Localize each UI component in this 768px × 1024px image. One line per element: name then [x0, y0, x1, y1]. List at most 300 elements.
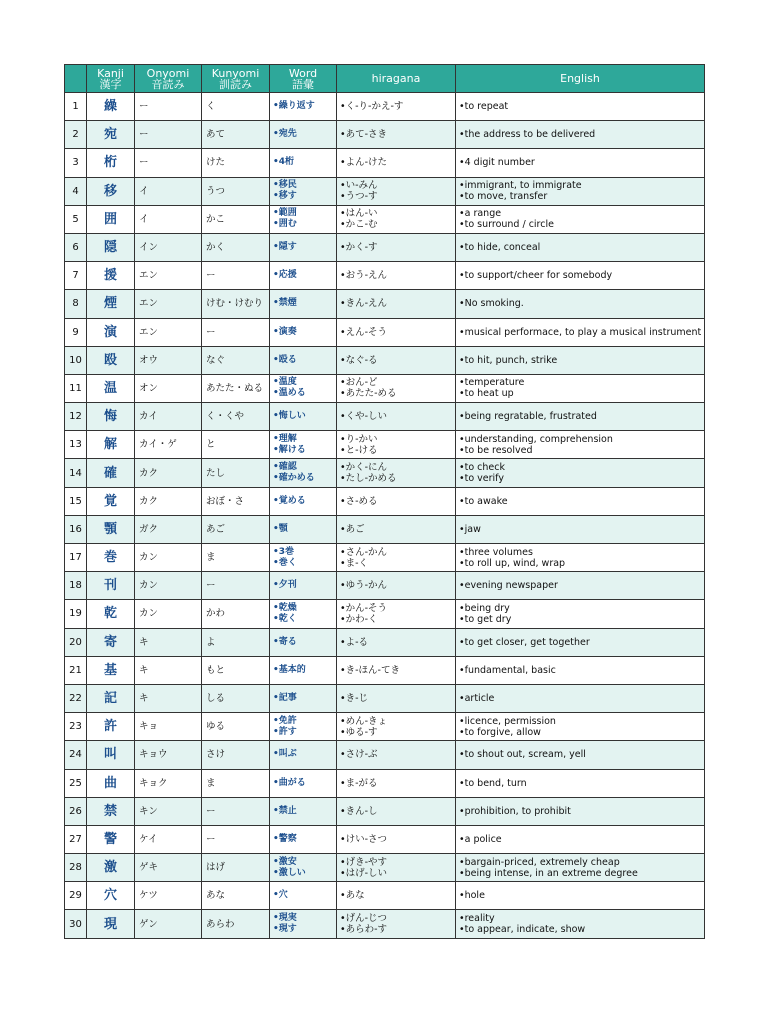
onyomi-cell: ー [135, 121, 202, 149]
english-cell [456, 262, 705, 290]
english-line: •to move, transfer [459, 191, 548, 203]
kanji-cell: 警 [87, 825, 135, 853]
kunyomi-cell: あて [202, 121, 270, 149]
hiragana-line: •かく-にん [340, 462, 388, 474]
hiragana-line: •あて-さき [340, 129, 388, 141]
onyomi-cell: ケツ [135, 882, 202, 910]
header-kunyomi: Kunyomi 訓読み [202, 65, 270, 93]
table-row [65, 797, 705, 825]
kanji-cell: 援 [87, 262, 135, 290]
english-cell [456, 403, 705, 431]
word-cell [270, 741, 337, 769]
hiragana-line: •うつ-す [340, 191, 378, 203]
kanji-cell: 桁 [87, 149, 135, 177]
hiragana-cell [337, 346, 456, 374]
hiragana-cell [337, 515, 456, 543]
english-cell [456, 544, 705, 572]
english-cell [456, 882, 705, 910]
word-cell [270, 515, 337, 543]
english-line: •the address to be delivered [459, 129, 596, 141]
word-line: •曲がる [273, 777, 306, 788]
hiragana-line: •げん-じつ [340, 913, 388, 925]
onyomi-cell: ー [135, 149, 202, 177]
hiragana-line: •けい-さつ [340, 833, 388, 845]
kunyomi-cell: しる [202, 684, 270, 712]
header-number [65, 65, 87, 93]
hiragana-cell [337, 318, 456, 346]
kanji-cell: 基 [87, 656, 135, 684]
hiragana-line: •おん-ど [340, 377, 378, 389]
row-number: 4 [65, 177, 87, 205]
table-body [65, 93, 705, 939]
table-row [65, 825, 705, 853]
row-number: 3 [65, 149, 87, 177]
row-number: 26 [65, 797, 87, 825]
row-number: 14 [65, 459, 87, 487]
word-cell [270, 431, 337, 459]
hiragana-cell [337, 374, 456, 402]
kanji-cell: 繰 [87, 93, 135, 121]
word-line: •寄る [273, 636, 297, 647]
kanji-cell: 隠 [87, 233, 135, 261]
kanji-cell: 乾 [87, 600, 135, 628]
onyomi-cell: キン [135, 797, 202, 825]
table-row [65, 656, 705, 684]
english-cell [456, 121, 705, 149]
onyomi-cell: カン [135, 544, 202, 572]
word-cell [270, 600, 337, 628]
table-row [65, 544, 705, 572]
word-line: •演奏 [273, 326, 297, 337]
onyomi-cell: エン [135, 318, 202, 346]
table-row [65, 93, 705, 121]
kanji-vocabulary-sheet [64, 64, 704, 939]
hiragana-line: •ゆう-かん [340, 580, 388, 592]
english-line: •hole [459, 890, 485, 902]
english-cell [456, 487, 705, 515]
row-number: 30 [65, 910, 87, 938]
kunyomi-cell: もと [202, 656, 270, 684]
english-line: •fundamental, basic [459, 664, 556, 676]
hiragana-line: •き-じ [340, 693, 369, 705]
hiragana-line: •あたた-める [340, 388, 397, 400]
word-line: •隠す [273, 242, 297, 253]
hiragana-line: •きん-し [340, 805, 378, 817]
table-row [65, 684, 705, 712]
kanji-cell: 宛 [87, 121, 135, 149]
english-line: •to hide, conceal [459, 242, 541, 254]
english-line: •licence, permission [459, 715, 556, 727]
english-line: •No smoking. [459, 298, 524, 310]
hiragana-line: •く-り-かえ-す [340, 101, 404, 113]
kunyomi-cell: たし [202, 459, 270, 487]
word-line: •移す [273, 191, 297, 202]
hiragana-cell [337, 882, 456, 910]
row-number: 28 [65, 854, 87, 882]
kanji-cell: 殴 [87, 346, 135, 374]
onyomi-cell: ゲン [135, 910, 202, 938]
hiragana-line: •めん-きょ [340, 715, 388, 727]
english-cell [456, 741, 705, 769]
word-line: •巻く [273, 557, 297, 568]
table-row [65, 459, 705, 487]
english-cell [456, 374, 705, 402]
word-cell [270, 93, 337, 121]
english-line: •being dry [459, 602, 510, 614]
kunyomi-cell: ー [202, 572, 270, 600]
hiragana-cell [337, 741, 456, 769]
word-cell [270, 177, 337, 205]
english-cell [456, 910, 705, 938]
english-line: •to heat up [459, 388, 514, 400]
row-number: 1 [65, 93, 87, 121]
kunyomi-cell: あらわ [202, 910, 270, 938]
english-cell [456, 318, 705, 346]
row-number: 13 [65, 431, 87, 459]
row-number: 9 [65, 318, 87, 346]
hiragana-line: •かこ-む [340, 219, 378, 231]
kunyomi-cell: あご [202, 515, 270, 543]
header-word: Word 語彙 [270, 65, 337, 93]
hiragana-cell [337, 600, 456, 628]
word-line: •現実 [273, 913, 297, 924]
kunyomi-cell: けた [202, 149, 270, 177]
hiragana-cell [337, 656, 456, 684]
word-cell [270, 487, 337, 515]
hiragana-cell [337, 459, 456, 487]
row-number: 12 [65, 403, 87, 431]
hiragana-line: •かわ-く [340, 613, 378, 625]
word-cell [270, 205, 337, 233]
kunyomi-cell: と [202, 431, 270, 459]
english-line: •4 digit number [459, 157, 535, 169]
word-line: •移民 [273, 180, 297, 191]
onyomi-cell: カイ・ゲ [135, 431, 202, 459]
word-line: •夕刊 [273, 580, 297, 591]
word-cell [270, 290, 337, 318]
table-row [65, 177, 705, 205]
english-line: •to forgive, allow [459, 726, 541, 738]
table-row [65, 431, 705, 459]
row-number: 15 [65, 487, 87, 515]
kanji-cell: 激 [87, 854, 135, 882]
kanji-cell: 確 [87, 459, 135, 487]
english-cell [456, 431, 705, 459]
english-line: •to hit, punch, strike [459, 354, 558, 366]
word-cell [270, 825, 337, 853]
word-cell [270, 121, 337, 149]
word-cell [270, 544, 337, 572]
english-line: •musical performace, to play a musical instrument [459, 326, 702, 338]
row-number: 23 [65, 713, 87, 741]
kunyomi-cell: さけ [202, 741, 270, 769]
row-number: 10 [65, 346, 87, 374]
row-number: 29 [65, 882, 87, 910]
word-line: •繰り返す [273, 101, 315, 112]
kunyomi-cell: ま [202, 544, 270, 572]
hiragana-line: •くや-しい [340, 411, 388, 423]
hiragana-cell [337, 290, 456, 318]
kunyomi-cell: ゆる [202, 713, 270, 741]
onyomi-cell: イン [135, 233, 202, 261]
hiragana-line: •と-ける [340, 444, 378, 456]
english-line: •to be resolved [459, 444, 533, 456]
english-line: •three volumes [459, 546, 533, 558]
row-number: 21 [65, 656, 87, 684]
table-row [65, 713, 705, 741]
table-row [65, 854, 705, 882]
kanji-cell: 温 [87, 374, 135, 402]
hiragana-line: •さけ-ぶ [340, 749, 378, 761]
word-line: •理解 [273, 433, 297, 444]
kanji-cell: 刊 [87, 572, 135, 600]
word-line: •叫ぶ [273, 749, 297, 760]
kanji-cell: 解 [87, 431, 135, 459]
hiragana-cell [337, 797, 456, 825]
table-row [65, 572, 705, 600]
row-number: 27 [65, 825, 87, 853]
english-cell [456, 290, 705, 318]
onyomi-cell: カク [135, 487, 202, 515]
word-line: •殴る [273, 354, 297, 365]
english-line: •a police [459, 833, 502, 845]
english-line: •evening newspaper [459, 580, 558, 592]
hiragana-line: •かく-す [340, 242, 378, 254]
table-row [65, 741, 705, 769]
word-cell [270, 149, 337, 177]
word-cell [270, 684, 337, 712]
word-line: •囲む [273, 219, 297, 230]
header-hiragana: hiragana [337, 65, 456, 93]
hiragana-line: •きん-えん [340, 298, 388, 310]
word-line: •禁煙 [273, 298, 297, 309]
onyomi-cell: カク [135, 459, 202, 487]
english-cell [456, 854, 705, 882]
onyomi-cell: キ [135, 684, 202, 712]
word-line: •乾く [273, 613, 297, 624]
hiragana-line: •あな [340, 890, 365, 902]
hiragana-cell [337, 431, 456, 459]
row-number: 17 [65, 544, 87, 572]
english-line: •to shout out, scream, yell [459, 749, 586, 761]
word-cell [270, 797, 337, 825]
hiragana-line: •ゆる-す [340, 726, 378, 738]
hiragana-cell [337, 177, 456, 205]
onyomi-cell: カン [135, 600, 202, 628]
header-kanji: Kanji 漢字 [87, 65, 135, 93]
hiragana-line: •よ-る [340, 636, 369, 648]
english-line: •being intense, in an extreme degree [459, 867, 638, 879]
kunyomi-cell: く・くや [202, 403, 270, 431]
row-number: 20 [65, 628, 87, 656]
word-cell [270, 628, 337, 656]
kanji-cell: 演 [87, 318, 135, 346]
table-row [65, 346, 705, 374]
kanji-cell: 囲 [87, 205, 135, 233]
english-cell [456, 684, 705, 712]
kunyomi-cell: うつ [202, 177, 270, 205]
row-number: 19 [65, 600, 87, 628]
table-row [65, 882, 705, 910]
onyomi-cell: キョウ [135, 741, 202, 769]
english-line: •being regratable, frustrated [459, 411, 597, 423]
english-line: •a range [459, 208, 502, 220]
word-cell [270, 374, 337, 402]
table-header [65, 65, 705, 93]
onyomi-cell: オン [135, 374, 202, 402]
english-line: •to check [459, 462, 505, 474]
english-line: •prohibition, to prohibit [459, 805, 571, 817]
kunyomi-cell: ま [202, 769, 270, 797]
table-row [65, 205, 705, 233]
table-row [65, 121, 705, 149]
word-line: •悔しい [273, 411, 306, 422]
english-line: •to appear, indicate, show [459, 924, 586, 936]
hiragana-line: •い-みん [340, 180, 378, 192]
hiragana-line: •さん-かん [340, 546, 388, 558]
english-line: •article [459, 693, 495, 705]
row-number: 25 [65, 769, 87, 797]
word-cell [270, 403, 337, 431]
english-line: •to surround / circle [459, 219, 554, 231]
kanji-cell: 顎 [87, 515, 135, 543]
word-cell [270, 713, 337, 741]
word-line: •確認 [273, 462, 297, 473]
hiragana-cell [337, 910, 456, 938]
onyomi-cell: カン [135, 572, 202, 600]
english-line: •understanding, comprehension [459, 433, 613, 445]
word-cell [270, 262, 337, 290]
word-cell [270, 346, 337, 374]
table-row [65, 318, 705, 346]
kunyomi-cell: かく [202, 233, 270, 261]
onyomi-cell: オウ [135, 346, 202, 374]
english-line: •bargain-priced, extremely cheap [459, 856, 620, 868]
kanji-cell: 禁 [87, 797, 135, 825]
hiragana-line: •さ-める [340, 495, 378, 507]
hiragana-cell [337, 121, 456, 149]
row-number: 16 [65, 515, 87, 543]
english-line: •immigrant, to immigrate [459, 180, 582, 192]
english-cell [456, 713, 705, 741]
english-line: •reality [459, 913, 495, 925]
onyomi-cell: ガク [135, 515, 202, 543]
kunyomi-cell: ー [202, 797, 270, 825]
word-line: •激しい [273, 867, 306, 878]
word-line: •禁止 [273, 805, 297, 816]
hiragana-line: •はげ-しい [340, 867, 388, 879]
word-line: •3巻 [273, 546, 295, 557]
kanji-cell: 記 [87, 684, 135, 712]
kunyomi-cell: よ [202, 628, 270, 656]
kunyomi-cell: かわ [202, 600, 270, 628]
word-cell [270, 910, 337, 938]
onyomi-cell: イ [135, 177, 202, 205]
english-line: •to support/cheer for somebody [459, 270, 613, 282]
word-line: •免許 [273, 715, 297, 726]
english-line: •to verify [459, 473, 504, 485]
onyomi-cell: エン [135, 262, 202, 290]
kunyomi-cell: ー [202, 262, 270, 290]
hiragana-line: •よん-けた [340, 157, 388, 169]
kanji-cell: 悔 [87, 403, 135, 431]
english-cell [456, 797, 705, 825]
row-number: 8 [65, 290, 87, 318]
word-cell [270, 318, 337, 346]
hiragana-line: •ま-く [340, 557, 369, 569]
english-line: •to repeat [459, 101, 509, 113]
english-cell [456, 515, 705, 543]
onyomi-cell: エン [135, 290, 202, 318]
english-cell [456, 825, 705, 853]
row-number: 2 [65, 121, 87, 149]
word-line: •確かめる [273, 473, 315, 484]
kanji-cell: 移 [87, 177, 135, 205]
kanji-table [64, 64, 705, 939]
word-cell [270, 233, 337, 261]
english-line: •to bend, turn [459, 777, 527, 789]
hiragana-line: •あらわ-す [340, 924, 388, 936]
onyomi-cell: キョ [135, 713, 202, 741]
word-line: •応援 [273, 270, 297, 281]
english-cell [456, 149, 705, 177]
hiragana-cell [337, 149, 456, 177]
table-row [65, 515, 705, 543]
row-number: 22 [65, 684, 87, 712]
english-cell [456, 205, 705, 233]
hiragana-cell [337, 93, 456, 121]
table-row [65, 374, 705, 402]
onyomi-cell: キ [135, 628, 202, 656]
hiragana-line: •き-ほん-てき [340, 664, 400, 676]
kunyomi-cell: なぐ [202, 346, 270, 374]
hiragana-line: •なぐ-る [340, 354, 378, 366]
kanji-cell: 叫 [87, 741, 135, 769]
word-cell [270, 854, 337, 882]
hiragana-line: •げき-やす [340, 856, 388, 868]
header-onyomi: Onyomi 音読み [135, 65, 202, 93]
english-cell [456, 656, 705, 684]
word-line: •解ける [273, 444, 306, 455]
hiragana-line: •はん-い [340, 208, 378, 220]
hiragana-cell [337, 233, 456, 261]
english-line: •to get dry [459, 613, 512, 625]
table-row [65, 910, 705, 938]
kunyomi-cell: く [202, 93, 270, 121]
kanji-cell: 煙 [87, 290, 135, 318]
hiragana-cell [337, 825, 456, 853]
english-cell [456, 600, 705, 628]
word-line: •宛先 [273, 129, 297, 140]
english-line: •to awake [459, 495, 508, 507]
onyomi-cell: キョク [135, 769, 202, 797]
hiragana-cell [337, 854, 456, 882]
kanji-cell: 許 [87, 713, 135, 741]
english-cell [456, 572, 705, 600]
english-line: •jaw [459, 523, 481, 535]
english-cell [456, 769, 705, 797]
table-row [65, 149, 705, 177]
onyomi-cell: ゲキ [135, 854, 202, 882]
word-line: •警察 [273, 833, 297, 844]
hiragana-line: •あご [340, 523, 365, 535]
kunyomi-cell: かこ [202, 205, 270, 233]
table-row [65, 600, 705, 628]
english-cell [456, 177, 705, 205]
kanji-cell: 曲 [87, 769, 135, 797]
hiragana-cell [337, 713, 456, 741]
hiragana-cell [337, 403, 456, 431]
